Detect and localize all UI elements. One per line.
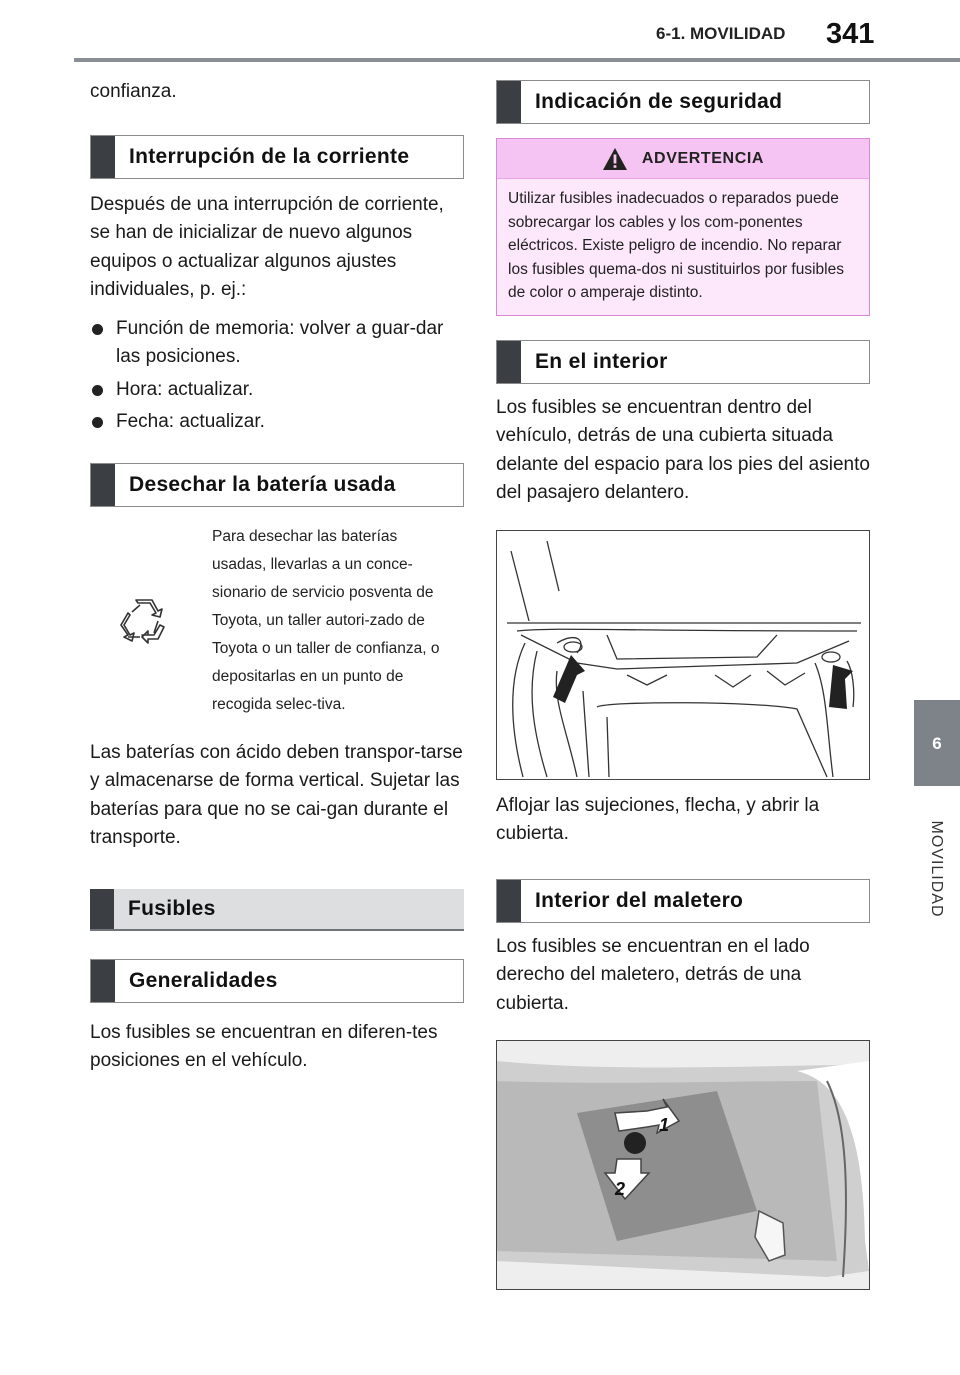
chapter-label: MOVILIDAD <box>928 820 945 918</box>
heading-text: Interior del maletero <box>535 888 744 912</box>
bullet-dot <box>92 417 103 428</box>
warning-box <box>496 138 870 316</box>
heading-text: Interrupción de la corriente <box>129 144 410 168</box>
power-paragraph: Después de una interrupción de corriente, se han de inicializar de nuevo algunos equipos o actualizar algunos ajustes individuales, p. ej.: <box>90 193 444 300</box>
chapter-number: 6 <box>932 734 942 753</box>
heading-bar <box>91 464 115 506</box>
heading-bar <box>90 889 114 929</box>
recycle-icon-wrap <box>90 523 212 719</box>
trunk-step-label-2: 2 <box>615 1179 626 1199</box>
heading-fuses <box>90 889 464 931</box>
trunk-paragraph: Los fusibles se encuentran en el lado derecho del maletero, detrás de una cubierta. <box>496 935 810 1014</box>
heading-bar <box>91 136 115 178</box>
interior-figure <box>496 530 870 780</box>
intro-text: confianza. <box>90 81 177 102</box>
trunk-step-label-1: 1 <box>659 1115 670 1135</box>
heading-text: Generalidades <box>129 968 278 992</box>
section-title: 6-1. MOVILIDAD <box>656 24 786 43</box>
heading-safety <box>496 80 870 124</box>
heading-general <box>90 959 464 1003</box>
recycle-text: Para desechar las baterías usadas, llevarlas a un conce-sionario de servicio posventa de Toyota, un taller autori-zado de Toyota o un taller de confianza, o depositarlas en un punto de recogida selec-tiva. <box>212 527 440 713</box>
heading-bar <box>497 341 521 383</box>
acid-battery-paragraph: Las baterías con ácido deben transpor-tarse y almacenarse de forma vertical. Sujetar las baterías para que no se cai-gan durante el transporte. <box>90 741 463 848</box>
heading-power-interruption <box>90 135 464 179</box>
heading-text: En el interior <box>535 349 668 373</box>
page-number: 341 <box>826 18 875 50</box>
heading-text: Desechar la batería usada <box>129 472 396 496</box>
list-item <box>90 376 464 405</box>
list-item-text: Hora: actualizar. <box>116 378 254 400</box>
header-rule <box>74 58 960 62</box>
recycle-icon <box>118 595 170 647</box>
chapter-tab <box>914 700 960 786</box>
heading-interior <box>496 340 870 384</box>
footwell-cover-illustration <box>497 531 869 779</box>
release-paragraph: Aflojar las sujeciones, flecha, y abrir la cubierta. <box>496 794 820 844</box>
trunk-cover-illustration <box>497 1041 869 1289</box>
left-column <box>90 78 464 1076</box>
heading-battery-disposal <box>90 463 464 507</box>
heading-bar <box>497 880 521 922</box>
heading-trunk-interior <box>496 879 870 923</box>
heading-bar <box>91 960 115 1002</box>
trunk-figure <box>496 1040 870 1290</box>
power-bullet-list <box>90 315 464 437</box>
heading-bar <box>497 81 521 123</box>
bullet-dot <box>92 324 103 335</box>
list-item-text: Fecha: actualizar. <box>116 411 265 432</box>
general-paragraph: Los fusibles se encuentran en diferen-tes posiciones en el vehículo. <box>90 1021 438 1071</box>
right-column <box>496 78 870 1290</box>
bullet-dot <box>92 385 103 396</box>
list-item <box>90 408 464 437</box>
warning-header <box>497 139 869 179</box>
heading-text: Fusibles <box>128 896 216 920</box>
list-item-text: Función de memoria: volver a guar-dar las posiciones. <box>116 317 444 367</box>
recycle-note <box>90 523 464 719</box>
list-item <box>90 315 464 372</box>
warning-title: ADVERTENCIA <box>641 149 765 167</box>
heading-text: Indicación de seguridad <box>535 90 783 113</box>
interior-paragraph: Los fusibles se encuentran dentro del vehículo, detrás de una cubierta situada delante del espacio para los pies del asiento del pasajero delantero. <box>496 396 870 503</box>
warning-text: Utilizar fusibles inadecuados o reparados puede sobrecargar los cables y los com-ponentes eléctricos. Existe peligro de incendio. No reparar los fusibles quema-dos ni sustituirlos por fusibles de color o amperaje distinto. <box>508 190 844 301</box>
warning-triangle-icon <box>602 147 628 171</box>
